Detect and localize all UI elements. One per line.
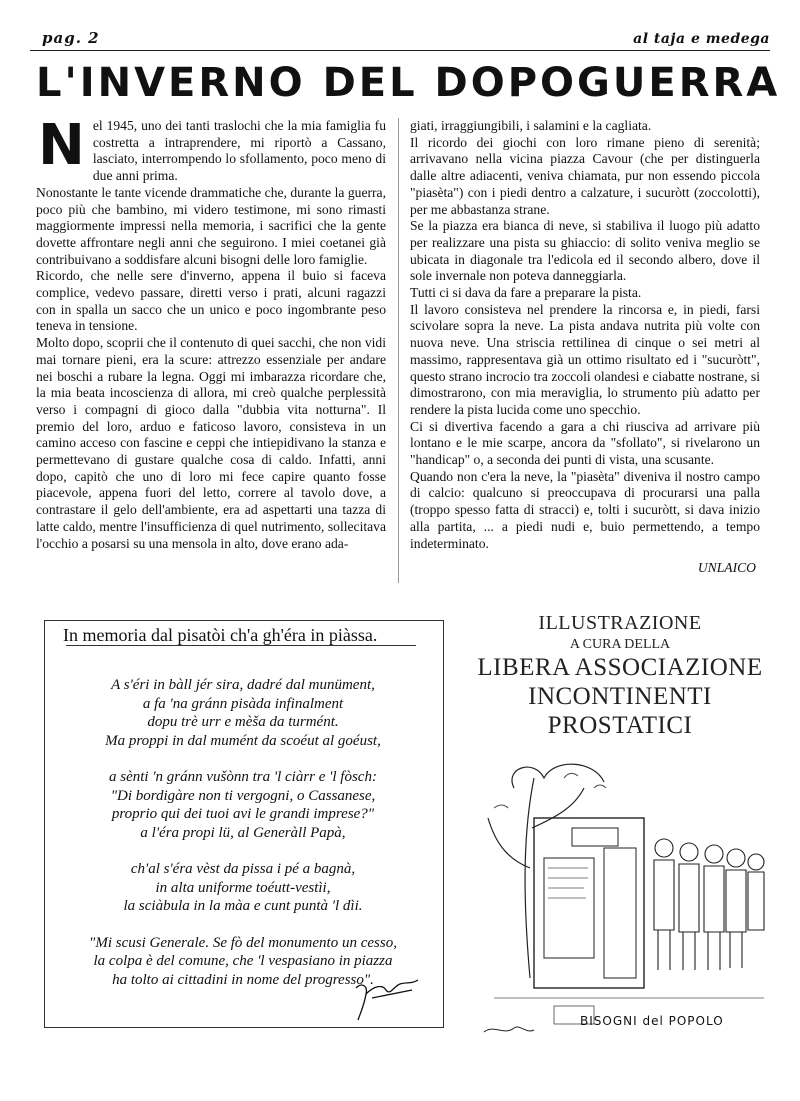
poem-line: ha tolto ai cittadini in nome del progresso". <box>112 971 374 988</box>
article-paragraph: Molto dopo, scoprii che il contenuto di quei sacchi, che non vidi mai tornare pieni, era la scure: attrezzo essenziale per andare nei boschi a rubare la legna. Oggi mi imbarazza ricordare che, la mia beata incoscienza di allora, mi creò qualche perplessità verso i compagni di gioco dalla "dubbia vita notturna". Il premio del loro, arduo e faticoso lavoro, consisteva in un camino acceso con fascine e ceppi che intiepidivano la stanza e permettevano di gustare qualche cosa di caldo. Infatti, anni dopo, capitò che uno di loro mi fece capire quanto fosse piacevole, appena fuori del letto, correre al tavolo dove, a contrastare il gelo dell'ambiente, era ad aspettarti una tazza di latte caldo, mentre l'insufficienza di quel nutrimento, sollecitava l'occhio a posarsi su una mensola in alto, dove erano ada- <box>36 335 386 551</box>
poem-line: in alta uniforme toéutt-vestìi, <box>155 879 331 896</box>
page-number: pag. 2 <box>42 29 100 47</box>
illustration-credit <box>460 612 780 740</box>
poem-stanza <box>44 860 442 916</box>
organization-line: PROSTATICI <box>547 712 693 739</box>
publication-name: al taja e medega <box>633 31 770 47</box>
poem-line: a sènti 'n gránn vušònn tra 'l ciàrr e 'l fòsch: <box>109 769 377 785</box>
poem-line: dopu trè urr e mèša da turmént. <box>147 714 339 730</box>
illustration-sub: A CURA DELLA <box>569 637 671 652</box>
drop-cap: N <box>38 113 85 178</box>
article-column-left <box>36 113 386 552</box>
poem-line: a fa 'na gránn pisàda infinalment <box>142 695 344 712</box>
article-paragraph: Il lavoro consisteva nel prendere la rincorsa e, in piedi, farsi scivolare sopra la neve. La pista andava nutrita più volte con nuova neve. Una striscia rettilinea di cinque o sei metri al massimo, rappresentava già un ottimo risultato ed i "sucuròtt", questo strano incrocio tra zoccoli olandesi e ciabatte nostrane, si dimostrarono, con mia meraviglia, lo strumento più adatto per rendere la pista lucida come uno specchio. <box>410 301 760 417</box>
page-header <box>30 26 770 51</box>
article-paragraph: Se la piazza era bianca di neve, si stabiliva il luogo più adatto per realizzare una pista su ghiaccio: di solito veniva meglio se ubicata in diagonale tra l'edicola ed il secondo albero, dove il sole invernale non poteva danneggiarla. <box>410 218 760 284</box>
article-paragraph: Tutti ci si dava da fare a preparare la pista. <box>410 285 642 301</box>
poem-line: Ma proppi in dal mumént da scoéut al goéust, <box>105 732 381 749</box>
poem-stanza <box>44 768 442 842</box>
article-paragraph: Ci si divertiva facendo a gara a chi riusciva ad arrivare più lontano e le mie scarpe, ancora da "sfollato", si rivelarono un "handicap" o, a seconda dei punti di vista, una scusante. <box>410 418 760 468</box>
article-paragraph: Quando non c'era la neve, la "piasèta" diveniva il nostro campo di calcio: qualcuno si preoccupava di procurarsi una palla (troppo spesso fatta di stracci) e, tolti i sucuròtt, si dava inizio alla partita, ... a piedi nudi e, buio permettendo, a tempo indeterminato. <box>410 468 760 551</box>
poem-line: A s'éri in bàll jér sira, dadré dal munüment, <box>111 677 375 693</box>
organization-line: LIBERA ASSOCIAZIONE <box>477 654 763 681</box>
handwritten-signature <box>352 976 422 1022</box>
poem-title-underline <box>66 645 416 646</box>
article-paragraph: Nonostante le tante vicende drammatiche che, durante la guerra, poco più che bambino, mi videro testimone, mi sono rimasti maggiormente impressi nella memoria, i sacrifici che la gente dovette affrontare negli anni che seguirono. I miei coetanei già contribuivano a soddisfare alcuni bisogni delle loro famiglie. <box>36 184 386 267</box>
poem-stanza <box>44 676 442 750</box>
poem-body <box>44 676 442 1007</box>
illustration-kicker: ILLUSTRAZIONE <box>538 612 702 634</box>
poem-line: la colpa è del comune, che 'l vespasiano in piazza <box>93 953 393 969</box>
cartoon-sketch <box>474 748 774 1048</box>
column-divider <box>398 118 399 583</box>
poem-line: proprio qui dei tuoi avi le grandi imprese?" <box>111 806 375 822</box>
poem-line: la sciàbula in la màa e cunt puntà 'l dìi. <box>123 898 363 914</box>
sketch-caption: BISOGNI del POPOLO <box>580 1014 724 1028</box>
article-author: UNLAICO <box>697 560 756 576</box>
article-title: L'INVERNO DEL DOPOGUERRA <box>36 60 781 106</box>
article-paragraph: el 1945, uno dei tanti traslochi che la mia famiglia fu costretta a intraprendere, mi riportò a Cassano, lasciato, interrompendo lo sfollamento, poco meno di due anni prima. <box>92 118 386 184</box>
poem-line: ch'al s'éra vèst da pissa i pé a bagnà, <box>130 861 356 877</box>
article-paragraph: Ricordo, che nelle sere d'inverno, appena il buio si faceva complice, vedevo passare, diretti verso i prati, alcuni ragazzi con in spalla un sacco che un unico e poco ingombrante peso teneva in tensione. <box>36 268 386 334</box>
organization-line: INCONTINENTI <box>528 683 712 710</box>
poem-line: "Mi scusi Generale. Se fò del monumento un cesso, <box>89 934 397 951</box>
article-paragraph: Il ricordo dei giochi con loro rimane pieno di serenità; arrivavano nella vicina piazza Cavour (che per distinguerla dalle altre adiacenti, veniva chiamata, pur non essendo piccola "piasèta") con i piedi dentro a calzature, i sucuròtt (zoccolotti), per me abbastanza strane. <box>410 134 760 217</box>
poem-title: In memoria dal pisatòi ch'a gh'éra in piàssa. <box>63 625 378 645</box>
poem-line: "Di bordigàre non ti vergogni, o Cassanese, <box>110 787 376 804</box>
article-paragraph: giati, irraggiungibili, i salamini e la cagliata. <box>410 118 652 133</box>
article-column-right <box>410 118 760 577</box>
poem-line: a l'éra propi lü, al Generàll Papà, <box>140 824 346 841</box>
